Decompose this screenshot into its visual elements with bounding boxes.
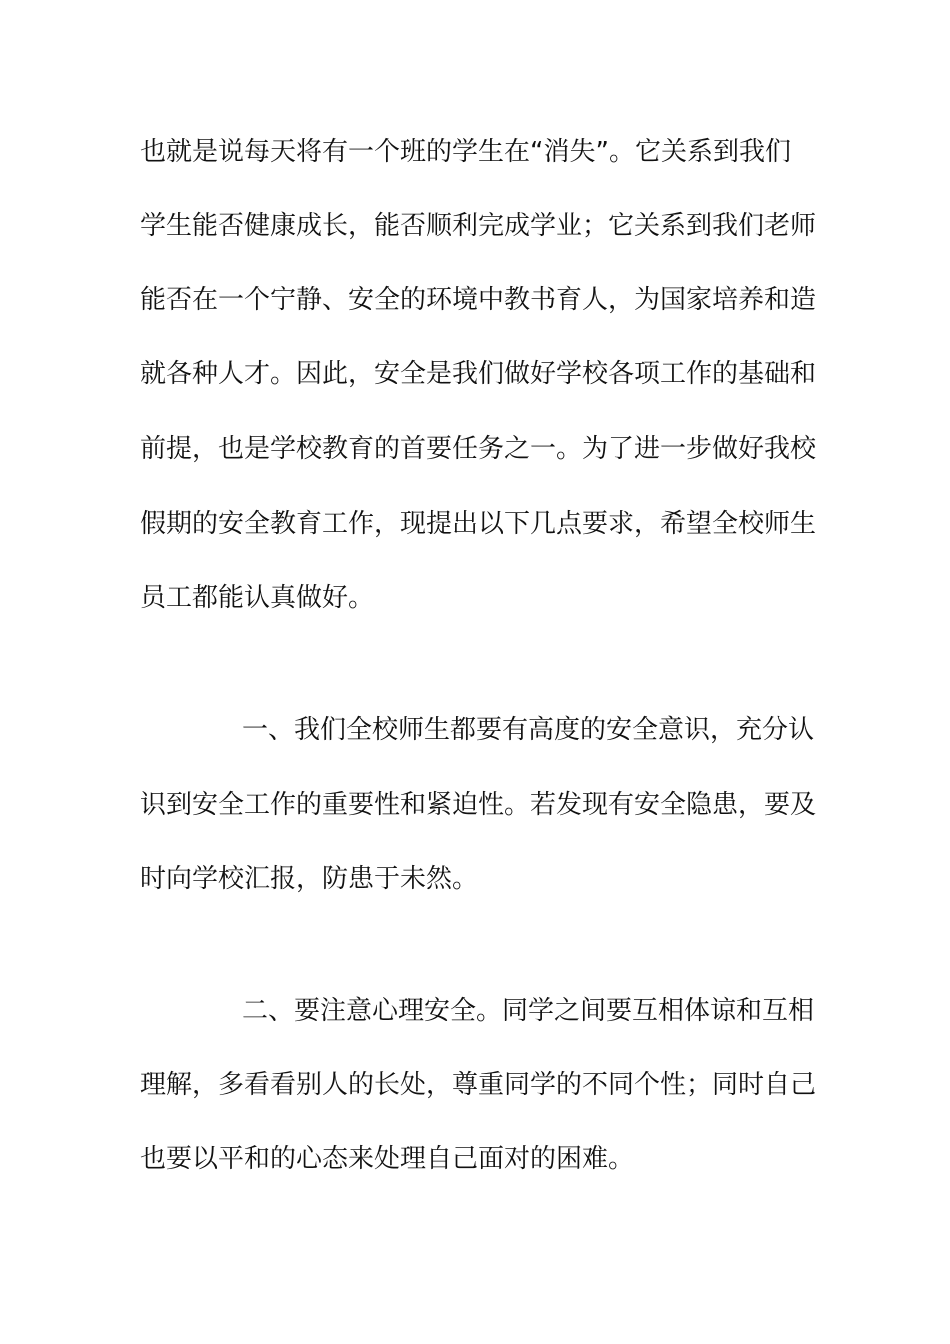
paragraph-1-first-line: 一、我们全校师生都要有高度的安全意识，充分认: [242, 715, 815, 745]
text-line: 员工都能认真做好。: [140, 583, 375, 613]
text-line: 也就是说每天将有一个班的学生在“消失”。它关系到我们: [140, 137, 791, 167]
text-line: 能否在一个宁静、安全的环境中教书育人，为国家培养和造: [140, 285, 817, 315]
text-line: 学生能否健康成长，能否顺利完成学业；它关系到我们老师: [140, 211, 817, 241]
text-line: 时向学校汇报，防患于未然。: [140, 864, 479, 894]
paragraph-2-first-line: 二、要注意心理安全。同学之间要互相体谅和互相: [242, 996, 815, 1026]
text-line: 假期的安全教育工作，现提出以下几点要求，希望全校师生: [140, 509, 817, 539]
text-line: 也要以平和的心态来处理自己面对的困难。: [140, 1144, 635, 1174]
text-line: 识到安全工作的重要性和紧迫性。若发现有安全隐患，要及: [140, 790, 817, 820]
text-line: 就各种人才。因此，安全是我们做好学校各项工作的基础和: [140, 359, 817, 389]
text-line: 前提，也是学校教育的首要任务之一。为了进一步做好我校: [140, 434, 817, 464]
text-line: 理解，多看看别人的长处，尊重同学的不同个性；同时自己: [140, 1070, 817, 1100]
